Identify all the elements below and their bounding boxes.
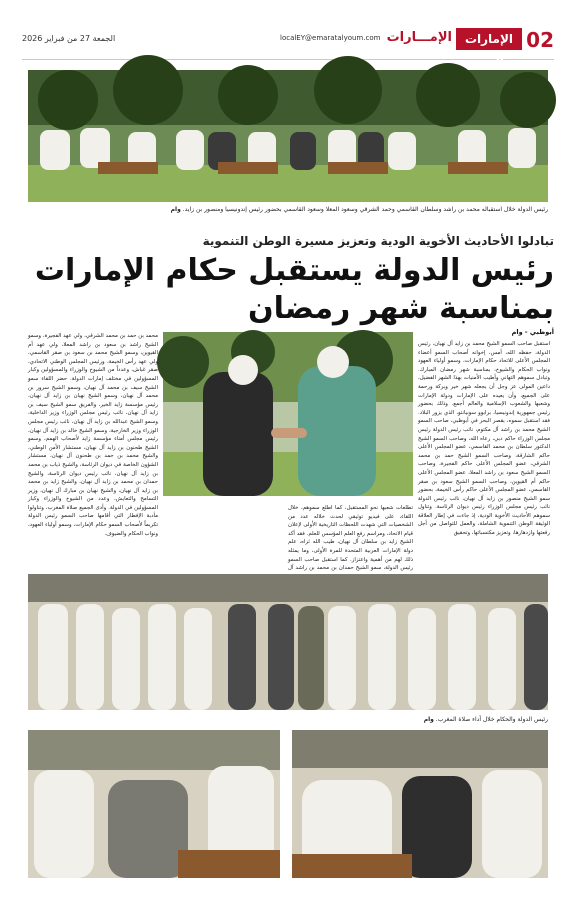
brand-red-box: الإمارات اليوم	[456, 28, 522, 50]
top-photo-caption	[171, 206, 548, 213]
prayer-photo-caption	[424, 716, 548, 723]
issue-date: الجمعة 27 من فبراير 2026	[22, 34, 116, 43]
top-photo-credit: وام	[170, 206, 181, 213]
top-photo-caption-text: رئيس الدولة خلال استقباله محمد بن راشد وسلطان القاسمي وحمد الشرقي وسعود المعلا وسعود القاسمي بحضور رئيس إندونيسيا ومنصور بن زايد.	[182, 206, 548, 213]
prayer-photo-credit: وام	[423, 716, 434, 723]
page-number: 02	[526, 28, 554, 52]
article-column-middle-text: تطلعات شعبها نحو المستقبل، كما اطلع سموهم، خلال اللقاء، على فيديو توثيقي لحدث خلاله عدد من الشخصيات التي شهدت اللحظات التاريخية الأولى لإعلان قيام الاتحاد، ومراسم رفع العلم المؤسس للعلم. فقد أكد الشيخ زايد بن سلطان آل نهيان، طيب الله ثراه، علم دولة الإمارات العربية المتحدة للمرة الأولى، وما يمثله ذلك لهم من أهمية واعتزاز. كما استقبل صاحب السمو رئيس الدولة، سمو الشيخ حمدان بن محمد بن راشد آل	[288, 505, 413, 572]
bottom-left-photo	[28, 730, 280, 878]
handshake-photo	[163, 332, 413, 496]
headline-line-1: رئيس الدولة يستقبل حكام الإمارات	[34, 253, 554, 288]
article-kicker: تبادلوا الأحاديث الأخوية الودية وتعزيز مسيرة الوطن التنموية	[202, 234, 554, 248]
page-header	[22, 22, 554, 68]
article-dateline: أبوظبي - وام	[511, 328, 554, 336]
article-column-right: استقبل صاحب السمو الشيخ محمد بن زايد آل نهيان، رئيس الدولة، حفظه الله، أمس، إخوانه أصحاب السمو أعضاء المجلس الأعلى للاتحاد حكام الإمارات، وسمو أولياء العهود ونواب الحكام والشيوخ، بمناسبة شهر رمضان المبارك. وتبادل سموهم التهاني وأطيب الأمنيات بهذا الشهر الفضيل، داعين المولى عز وجل أن يجعله شهر خير وبركة ورحمة على الجميع، وأن يعيده على الإمارات ودولة الإمارات وشعبها والشعوب الإسلامية والعالم أجمع. وذلك بحضور رئيس جمهورية إندونيسيا، برابوو سوبيانتو، الذي يزور البلاد. فقد استقبل سموه، بقصر البحر في أبوظبي، صاحب السمو الشيخ محمد بن راشد آل مكتوم، نائب رئيس الدولة رئيس مجلس الوزراء حاكم دبي، رعاه الله، وصاحب السمو الشيخ الدكتور سلطان بن محمد القاسمي، عضو المجلس الأعلى حاكم الشارقة، وصاحب السمو الشيخ حمد بن محمد الشرقي، عضو المجلس الأعلى حاكم الفجيرة، وصاحب السمو الشيخ سعود بن راشد المعلا، عضو المجلس الأعلى حاكم أم القيوين، وصاحب السمو الشيخ سعود بن صقر القاسمي، عضو المجلس الأعلى حاكم رأس الخيمة، بحضور سمو الشيخ منصور بن زايد آل نهيان، نائب رئيس الدولة نائب رئيس مجلس الوزراء رئيس ديوان الرئاسة. وتناول سموهم الأحاديث الأخوية الودية، إذ جاءت في إطار العلاقة الوثيقة الوطن التنموية الشاملة، والعمل للتواصل من أجل رفعتها وازدهارها، وتعزيز مكتسباتها، وتحقيق	[418, 341, 550, 537]
article-headline	[34, 252, 554, 328]
prayer-photo	[28, 574, 548, 710]
bottom-right-photo	[292, 730, 548, 878]
newspaper-logo	[386, 28, 522, 68]
brand-section-label: الإمـــارات	[386, 30, 452, 45]
email-link[interactable]: localEY@emaratalyoum.com	[280, 34, 381, 42]
prayer-photo-caption-text: رئيس الدولة والحكام خلال أداء صلاة المغرب.	[435, 716, 548, 723]
article-column-left: محمد بن حمد بن محمد الشرقي، ولي عهد الفجيرة، وسمو الشيخ راشد بن سعود بن راشد المعلا، ولي عهد أم القيوين، وسمو الشيخ محمد بن سعود بن صقر القاسمي، ولي عهد رأس الخيمة، ورئيس المجلس الوطني الاتحادي، صقر غباش، وعدداً من الشيوخ والوزراء والمسؤولين وكبار المسؤولين في مختلف إمارات الدولة. حضر اللقاء سمو الشيخ سيف بن محمد آل نهيان، وسمو الشيخ سرور بن محمد آل نهيان، وسمو الشيخ نهيان بن زايد آل نهيان، رئيس مؤسسة زايد الخير، والفريق سمو الشيخ سيف بن زايد آل نهيان، نائب رئيس مجلس الوزراء وزير الداخلية، وسمو الشيخ عبدالله بن زايد آل نهيان، نائب رئيس مجلس الوزراء وزير الخارجية، وسمو الشيخ خالد بن زايد آل نهيان، رئيس مجلس أمناء مؤسسة زايد لأصحاب الهمم، وسمو الشيخ طحنون بن زايد آل نهيان، مستشار الأمن الوطني، والشيخ محمد بن حمد بن طحنون آل نهيان، مستشار الشؤون الخاصة في ديوان الرئاسة، والشيخ ذياب بن محمد بن زايد آل نهيان، نائب رئيس ديوان الرئاسة، والشيخ حمدان بن محمد بن زايد آل نهيان، والشيخ زايد بن محمد بن زايد آل نهيان، والشيخ نهيان بن مبارك آل نهيان، وزير التسامح والتعايش، وعدد من الشيوخ والوزراء وكبار المسؤولين في الدولة. وأدى الجميع صلاة المغرب، وتناولوا مأدبة الإفطار التي أقامها صاحب السمو رئيس الدولة تكريماً لأصحاب السمو حكام الإمارات، وسمو أولياء العهود، ونواب الحكام والضيوف.	[28, 333, 158, 537]
headline-line-2: بمناسبة شهر رمضان	[248, 291, 554, 326]
top-photo	[28, 70, 548, 202]
article-column-middle-left	[288, 504, 413, 572]
